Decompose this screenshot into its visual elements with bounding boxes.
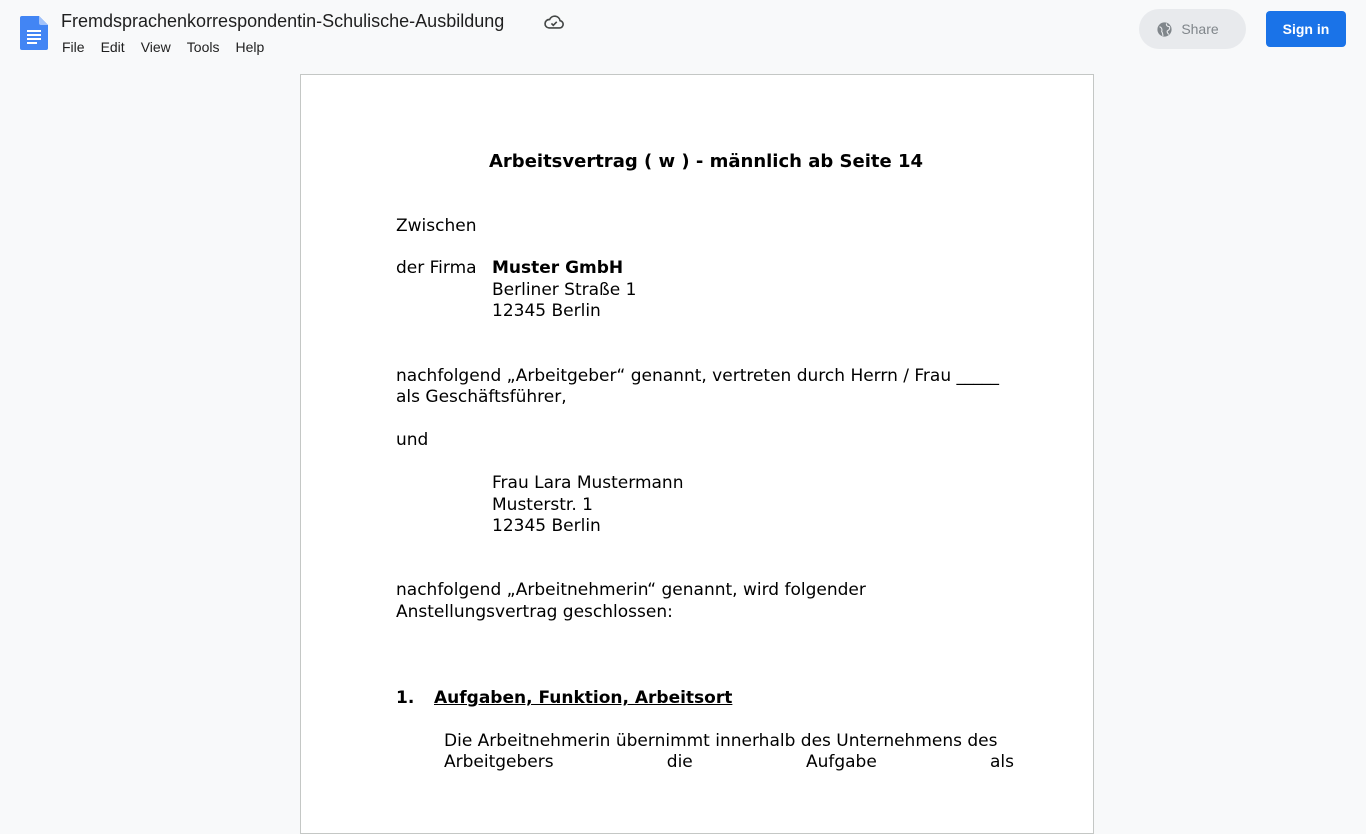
between-text: Zwischen [396, 216, 477, 236]
menu-file[interactable]: File [62, 39, 85, 55]
share-button[interactable] [1139, 9, 1246, 49]
menu-view[interactable]: View [140, 39, 171, 55]
paragraph-word: Arbeitgebers [444, 752, 554, 772]
docs-logo-icon[interactable] [20, 16, 48, 50]
top-bar [0, 0, 1366, 66]
employee-clause-line1: nachfolgend „Arbeitnehmerin“ genannt, wird folgender [396, 580, 866, 600]
employer-clause-line2: als Geschäftsführer, [396, 387, 567, 407]
employee-clause-line2: Anstellungsvertrag geschlossen: [396, 602, 673, 622]
paragraph-word: die [666, 752, 693, 772]
section-number: 1. [396, 688, 415, 708]
employer-name: Muster GmbH [492, 258, 624, 278]
section-paragraph-line1: Die Arbeitnehmerin übernimmt innerhalb des Unternehmens des [444, 731, 998, 751]
employer-street: Berliner Straße 1 [492, 280, 637, 300]
document-page [300, 74, 1094, 834]
employer-city: 12345 Berlin [492, 301, 601, 321]
globe-icon [1156, 21, 1173, 38]
share-label: Share [1181, 21, 1219, 37]
cloud-saved-icon[interactable] [543, 12, 565, 32]
and-text: und [396, 430, 429, 450]
firm-label: der Firma [396, 258, 477, 278]
document-heading: Arbeitsvertrag ( w ) - männlich ab Seite 14 [489, 151, 923, 172]
paragraph-word: Aufgabe [805, 752, 877, 772]
employee-street: Musterstr. 1 [492, 495, 593, 515]
paragraph-word: als [989, 752, 1014, 772]
menu-bar [54, 37, 272, 57]
section-paragraph-line2 [444, 752, 1014, 773]
menu-tools[interactable]: Tools [186, 39, 220, 55]
menu-edit[interactable]: Edit [100, 39, 125, 55]
section-title: Aufgaben, Funktion, Arbeitsort [434, 688, 733, 708]
menu-help[interactable]: Help [235, 39, 265, 55]
document-title[interactable]: Fremdsprachenkorrespondentin-Schulische-Ausbildung [61, 11, 505, 31]
employer-clause-line1: nachfolgend „Arbeitgeber“ genannt, vertreten durch Herrn / Frau _____ [396, 366, 1000, 386]
employee-name: Frau Lara Mustermann [492, 473, 684, 493]
employee-city: 12345 Berlin [492, 516, 601, 536]
sign-in-button[interactable]: Sign in [1266, 11, 1346, 47]
